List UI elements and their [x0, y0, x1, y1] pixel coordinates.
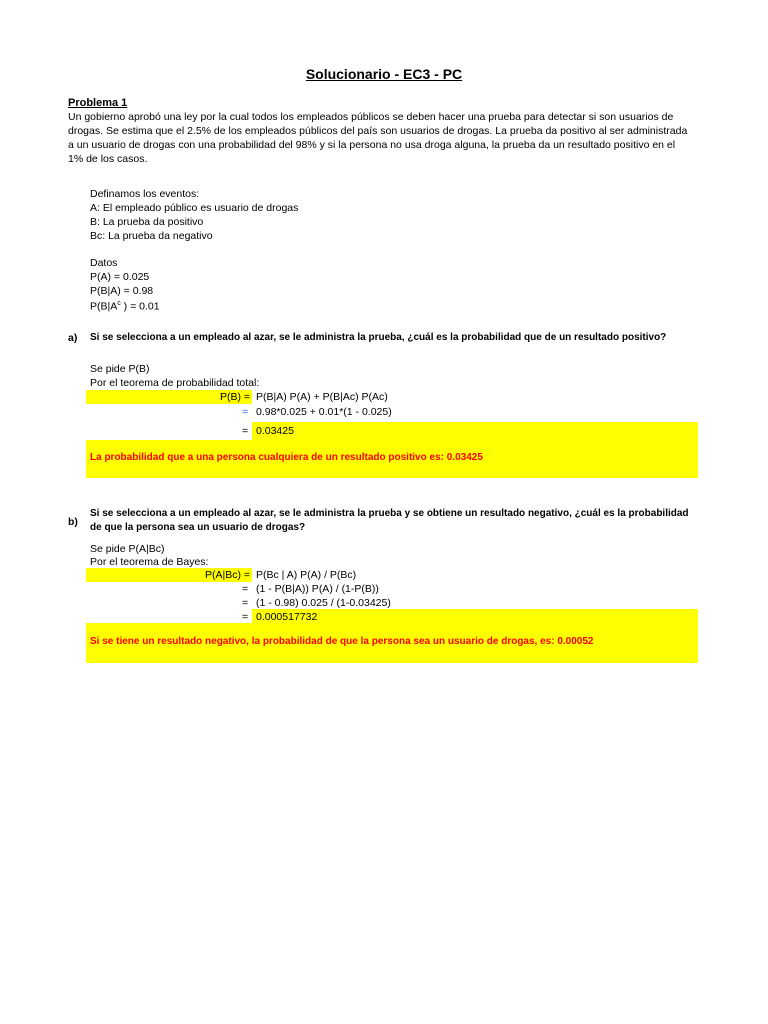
part-b-answer: Si se tiene un resultado negativo, la probabilidad de que la persona sea un usuario de drogas, es: 0.00052 — [90, 636, 594, 647]
part-b-rhs3: (1 - 0.98) 0.025 / (1-0.03425) — [256, 597, 391, 609]
part-b-lhs: P(A|Bc) = — [204, 569, 250, 581]
part-a-question: Si se selecciona a un empleado al azar, se le administra la prueba, ¿cuál es la probabilidad que de un resultado positivo? — [90, 332, 667, 343]
part-b-rhs2: (1 - P(B|A)) P(A) / (1-P(B)) — [256, 583, 379, 595]
datos-pbac-prefix: P(B|A — [90, 300, 118, 313]
part-a-theorem: Por el teorema de probabilidad total: — [90, 377, 260, 389]
part-a-eq2: = — [242, 406, 249, 418]
part-b-se-pide: Se pide P(A|Bc) — [90, 543, 165, 555]
part-b-eq2: = — [242, 583, 249, 595]
part-b-eq3: = — [242, 597, 249, 609]
problem-statement: Un gobierno aprobó una ley por la cual todos los empleados públicos se deben hacer una prueba para detectar si son usuarios de drogas. Se estima que el 2.5% de los empleados públicos del país son usuarios de drogas. La prueba da positivo al ser administrada a un usuario de drogas con una probabilidad del 98% y si la persona no usa droga alguna, la prueba da un resultado positivo en el 1% de los casos. — [68, 111, 688, 165]
part-a-label: a) — [68, 332, 78, 344]
part-a-rhs2: 0.98*0.025 + 0.01*(1 - 0.025) — [256, 406, 392, 418]
datos-label: Datos — [90, 257, 118, 269]
datos-pbac — [90, 297, 160, 314]
events-intro: Definamos los eventos: — [90, 188, 200, 200]
part-a-eq3: = — [242, 425, 249, 437]
datos-pbac-suffix: ) = 0.01 — [120, 300, 160, 313]
part-a-answer: La probabilidad que a una persona cualquiera de un resultado positivo es: 0.03425 — [90, 452, 483, 463]
part-b-label: b) — [68, 516, 78, 528]
part-b-theorem: Por el teorema de Bayes: — [90, 556, 209, 568]
problem-title: Problema 1 — [68, 97, 128, 109]
datos-pa: P(A) = 0.025 — [90, 271, 150, 283]
part-a-lhs: P(B) = — [219, 391, 250, 403]
part-a-result: 0.03425 — [256, 425, 294, 437]
event-a: A: El empleado público es usuario de drogas — [90, 202, 299, 214]
datos-pba: P(B|A) = 0.98 — [90, 285, 154, 297]
part-b-question-line2: de que la persona sea un usuario de drogas? — [90, 522, 306, 533]
part-b-rhs1: P(Bc | A) P(A) / P(Bc) — [256, 569, 357, 581]
datos-pbac-sup: c — [117, 300, 121, 307]
document-title: Solucionario - EC3 - PC — [305, 66, 463, 82]
part-b-result: 0.000517732 — [256, 611, 318, 623]
part-b-question-line1: Si se selecciona a un empleado al azar, se le administra la prueba y se obtiene un resultado negativo, ¿cuál es la probabilidad — [90, 508, 689, 519]
part-a-se-pide: Se pide P(B) — [90, 363, 150, 375]
part-b-eq4: = — [242, 611, 249, 623]
part-a-rhs1: P(B|A) P(A) + P(B|Ac) P(Ac) — [256, 391, 388, 403]
event-b: B: La prueba da positivo — [90, 216, 204, 228]
event-bc: Bc: La prueba da negativo — [90, 230, 213, 242]
